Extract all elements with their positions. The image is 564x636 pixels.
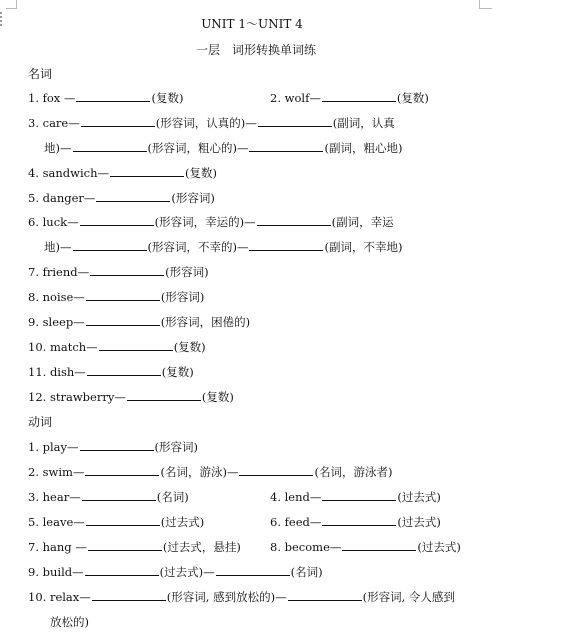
prompt-text: 9. sleep— (28, 315, 85, 329)
exercise-line (44, 140, 402, 156)
exercise-line (28, 214, 394, 230)
hint-text: (形容词，不幸的)— (147, 240, 249, 254)
exercise-line (28, 389, 234, 405)
answer-blank[interactable] (96, 191, 170, 202)
exercise-line (28, 314, 250, 330)
prompt-text: 地)— (44, 240, 72, 254)
hint-text: (形容词，幸运的)— (154, 215, 256, 229)
hint-text: (副词，粗心地) (324, 141, 403, 155)
hint-text: (过去式，悬挂) (162, 540, 241, 554)
prompt-text: 2. wolf— (270, 91, 321, 105)
exercise-line (28, 464, 392, 480)
answer-blank[interactable] (76, 91, 150, 102)
prompt-text: 10. match— (28, 340, 98, 354)
exercise-line (28, 589, 455, 605)
hint-text: (形容词) (165, 265, 209, 279)
answer-blank[interactable] (322, 515, 396, 526)
hint-text: (复数) (151, 91, 184, 105)
exercise-line (28, 165, 217, 181)
answer-blank[interactable] (73, 141, 147, 152)
prompt-text: 1. fox — (28, 91, 76, 105)
answer-blank[interactable] (110, 166, 184, 177)
page-corner-mark-right (479, 0, 492, 9)
prompt-text: 8. become— (270, 540, 342, 554)
hint-text: (形容词, 感到放松的)— (166, 590, 287, 604)
hint-text: (过去式) (397, 490, 441, 504)
prompt-text: 2. swim— (28, 465, 85, 479)
prompt-text: 8. noise— (28, 290, 85, 304)
answer-blank[interactable] (257, 215, 331, 226)
exercise-line (28, 190, 215, 206)
exercise-line (28, 289, 204, 305)
prompt-text: 9. build— (28, 565, 84, 579)
answer-blank[interactable] (127, 390, 201, 401)
answer-blank[interactable] (80, 440, 154, 451)
answer-blank[interactable] (80, 215, 154, 226)
answer-blank[interactable] (342, 540, 416, 551)
answer-blank[interactable] (90, 265, 164, 276)
prompt-text: 6. feed— (270, 515, 322, 529)
hint-text: (过去式) (417, 540, 461, 554)
hint-text: (名词) (290, 565, 323, 579)
hint-text: (复数) (173, 340, 206, 354)
hint-text: (复数) (185, 166, 218, 180)
hint-text: (形容词，粗心的)— (147, 141, 249, 155)
exercise-line (28, 264, 209, 280)
prompt-text: 1. play— (28, 440, 79, 454)
answer-blank[interactable] (86, 290, 160, 301)
exercise-line (28, 439, 198, 455)
answer-blank[interactable] (99, 340, 173, 351)
prompt-text: 5. leave— (28, 515, 85, 529)
hint-text: (过去式) (397, 515, 441, 529)
exercise-line (28, 364, 194, 380)
answer-blank[interactable] (73, 240, 147, 251)
exercise-line (44, 239, 402, 255)
hint-text: (复数) (201, 390, 234, 404)
answer-blank[interactable] (88, 540, 162, 551)
answer-blank[interactable] (85, 565, 159, 576)
answer-blank[interactable] (81, 116, 155, 127)
prompt-text: 5. danger— (28, 191, 96, 205)
prompt-text: 7. hang — (28, 540, 87, 554)
answer-blank[interactable] (322, 490, 396, 501)
hint-text: (过去式) (160, 515, 205, 529)
prompt-text: 12. strawberry— (28, 390, 126, 404)
page-corner-mark-left (6, 0, 17, 9)
answer-blank[interactable] (82, 490, 156, 501)
hint-text: (形容词) (160, 290, 205, 304)
hint-text: (形容词, 令人感到 (362, 590, 455, 604)
hint-text: (复数) (396, 91, 429, 105)
exercise-line (50, 614, 89, 630)
answer-blank[interactable] (86, 515, 160, 526)
answer-blank[interactable] (322, 91, 396, 102)
hint-text: 放松的) (50, 615, 89, 629)
prompt-text: 3. hear— (28, 490, 81, 504)
prompt-text: 6. luck— (28, 215, 79, 229)
hint-text: (过去式)— (159, 565, 215, 579)
prompt-text: 10. relax— (28, 590, 91, 604)
hint-text: (副词，认真 (332, 116, 395, 130)
answer-blank[interactable] (249, 141, 323, 152)
answer-blank[interactable] (239, 465, 313, 476)
section-heading-verbs: 动词 (28, 415, 53, 429)
answer-blank[interactable] (216, 565, 290, 576)
prompt-text: 11. dish— (28, 365, 86, 379)
prompt-text: 4. sandwich— (28, 166, 110, 180)
hint-text: (形容词，认真的)— (155, 116, 257, 130)
hint-text: (名词，游泳者) (314, 465, 393, 479)
exercise-line (28, 564, 323, 580)
exercise-line (28, 489, 441, 505)
exercise-line (28, 115, 395, 131)
prompt-text: 7. friend— (28, 265, 90, 279)
answer-blank[interactable] (258, 116, 332, 127)
exercise-line (28, 539, 461, 555)
answer-blank[interactable] (288, 590, 362, 601)
exercise-line (28, 90, 429, 106)
answer-blank[interactable] (92, 590, 166, 601)
hint-text: (形容词，困倦的) (160, 315, 251, 329)
hint-text: (形容词) (154, 440, 199, 454)
hint-text: (副词，不幸地) (324, 240, 403, 254)
hint-text: (名词) (156, 490, 189, 504)
hint-text: (副词，幸运 (331, 215, 394, 229)
page-title: UNIT 1～UNIT 4 (201, 17, 303, 31)
answer-blank[interactable] (87, 365, 161, 376)
prompt-text: 4. lend— (270, 490, 322, 504)
hint-text: (名词，游泳)— (160, 465, 239, 479)
prompt-text: 地)— (44, 141, 72, 155)
page-subtitle: 一层 词形转换单词练 (195, 43, 316, 57)
prompt-text: 3. care— (28, 116, 80, 130)
hint-text: (形容词) (171, 191, 215, 205)
section-heading-nouns: 名词 (28, 67, 53, 81)
answer-blank[interactable] (85, 465, 159, 476)
answer-blank[interactable] (86, 315, 160, 326)
exercise-line (28, 514, 441, 530)
answer-blank[interactable] (249, 240, 323, 251)
hint-text: (复数) (161, 365, 194, 379)
exercise-line (28, 339, 206, 355)
